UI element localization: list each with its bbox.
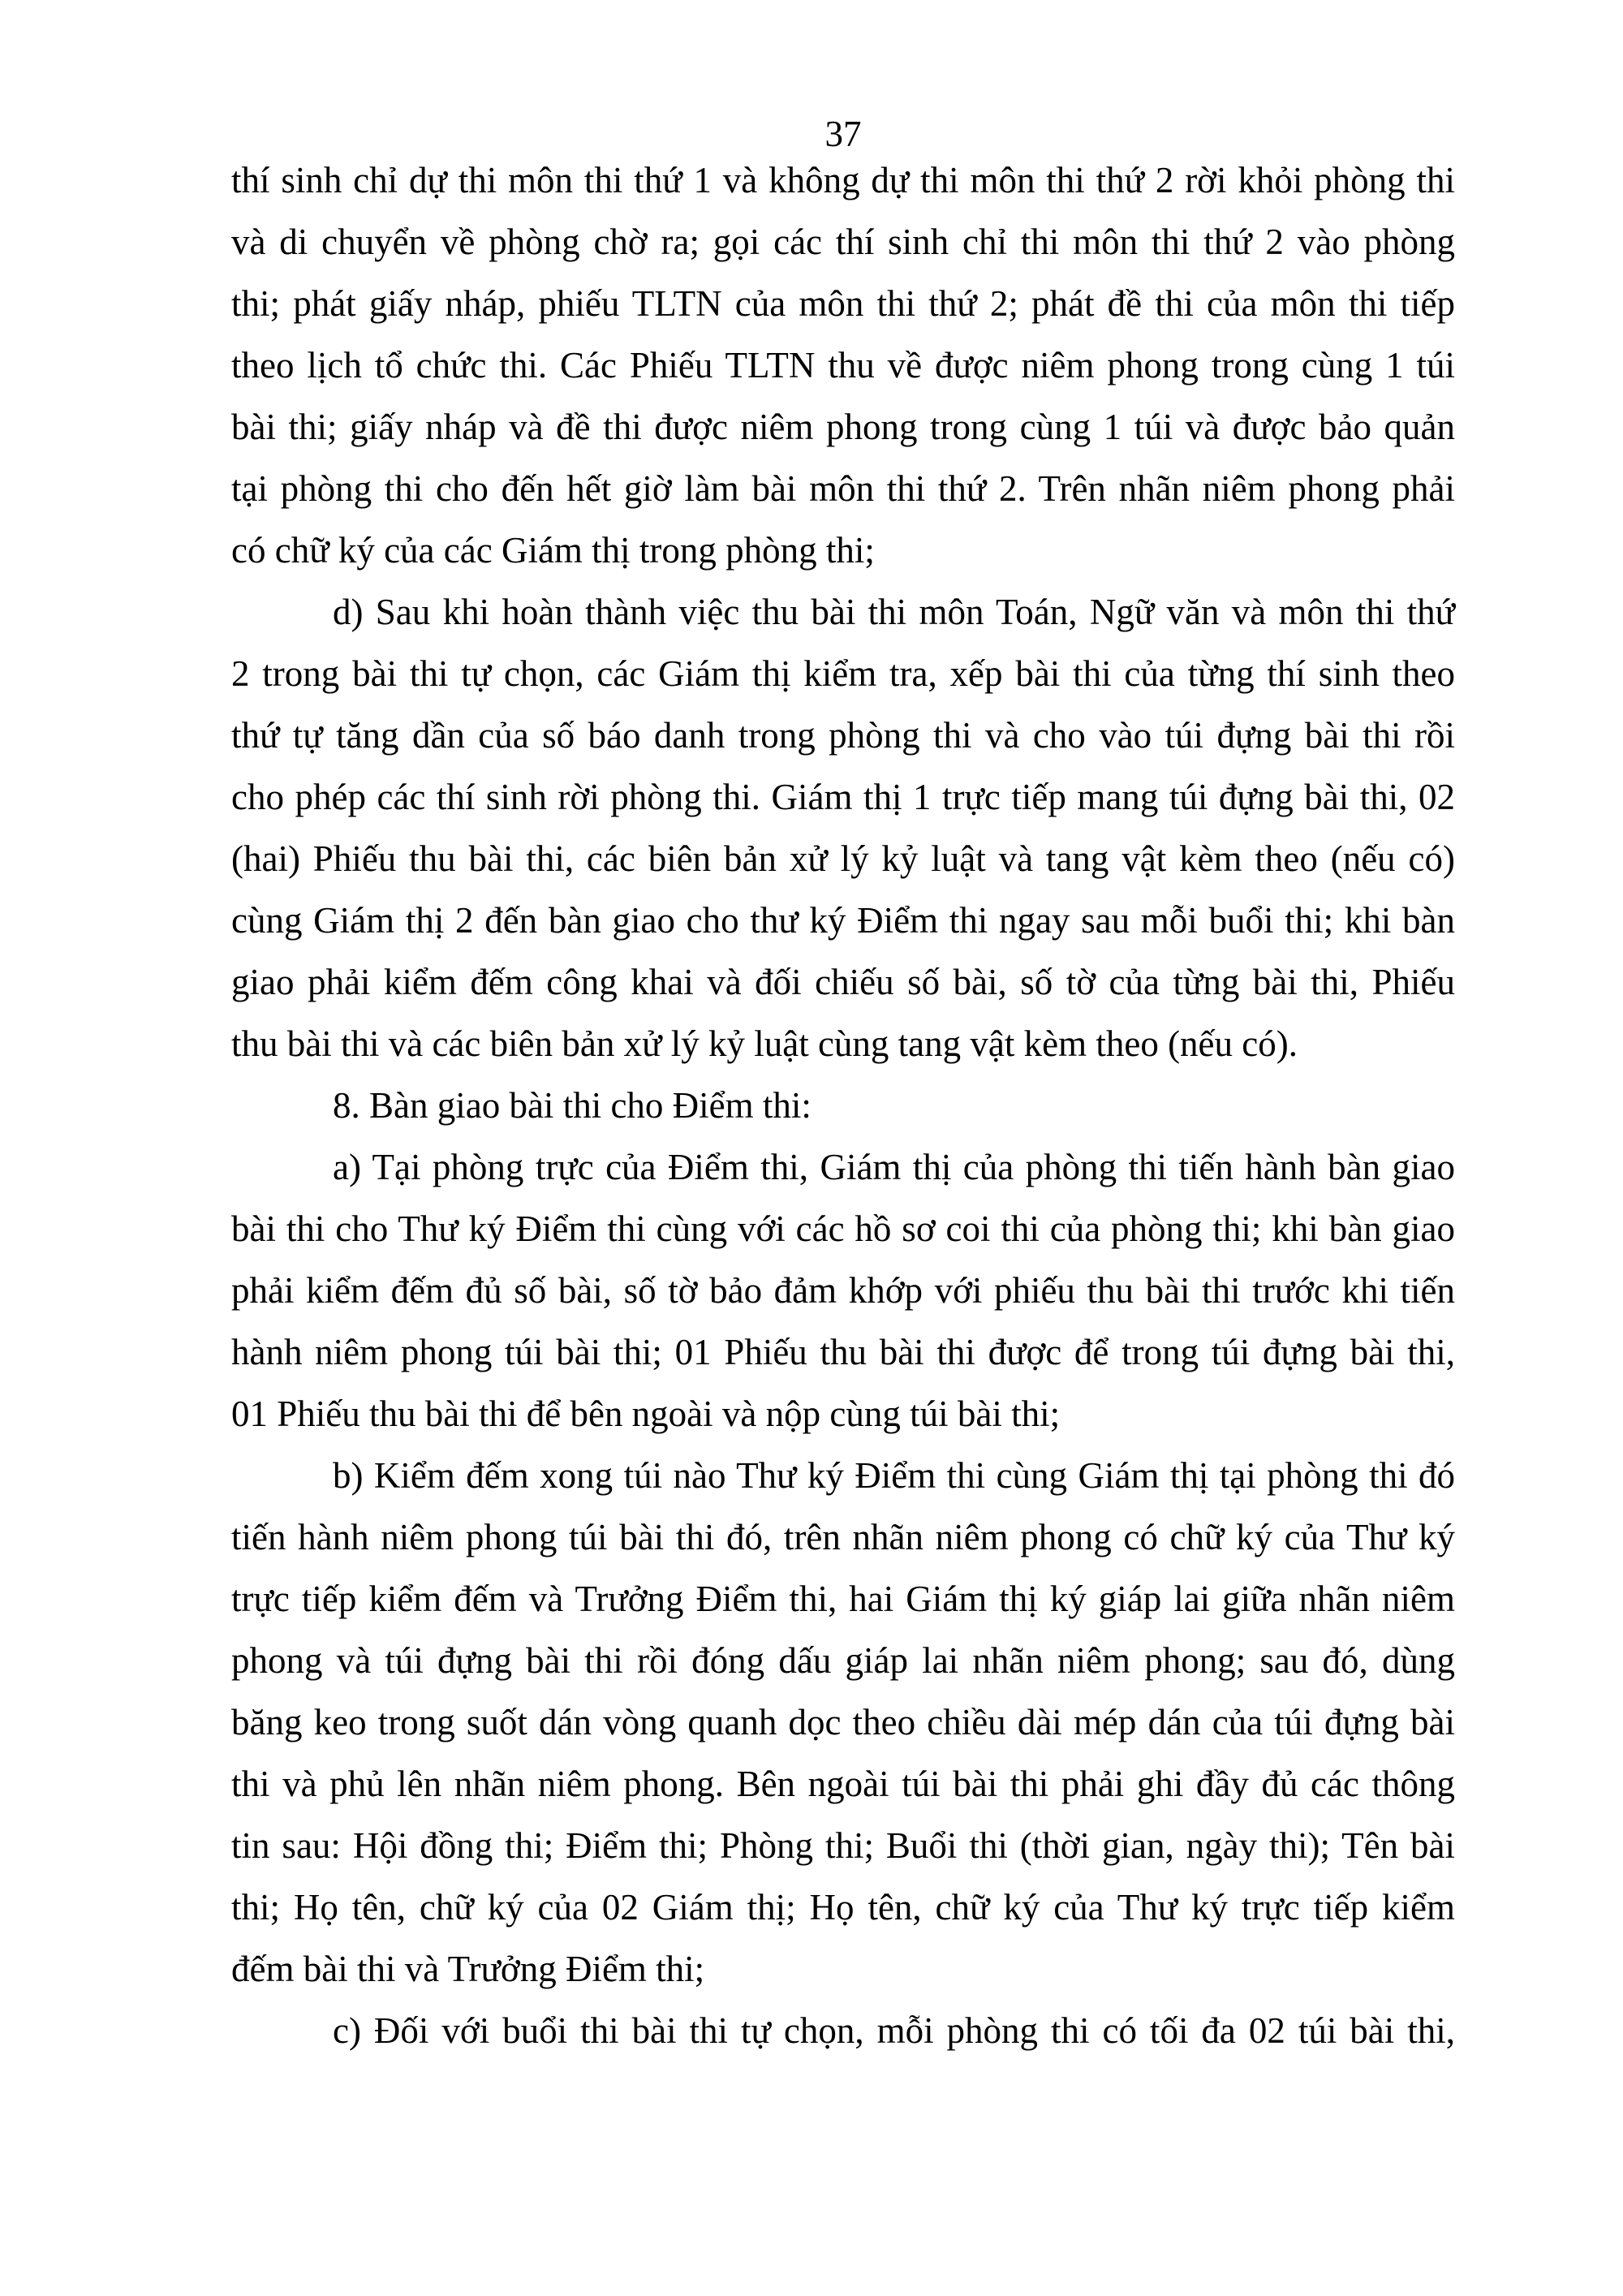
text-line: 8. Bàn giao bài thi cho Điểm thi:	[333, 1085, 812, 1126]
paragraph	[231, 149, 1455, 581]
text-line: đếm bài thi và Trưởng Điểm thi;	[231, 1949, 705, 1989]
text-line: tại phòng thi cho đến hết giờ làm bài môn thi thứ 2. Trên nhãn niêm phong phải	[231, 468, 1455, 509]
text-line: cho phép các thí sinh rời phòng thi. Giám thị 1 trực tiếp mang túi đựng bài thi, 02	[231, 777, 1455, 817]
text-line: thu bài thi và các biên bản xử lý kỷ luật cùng tang vật kèm theo (nếu có).	[231, 1023, 1298, 1064]
page-number: 37	[824, 114, 862, 154]
text-line: bài thi; giấy nháp và đề thi được niêm phong trong cùng 1 túi và được bảo quản	[231, 407, 1455, 447]
document-body	[231, 149, 1455, 2061]
text-line: cùng Giám thị 2 đến bàn giao cho thư ký Điểm thi ngay sau mỗi buổi thi; khi bàn	[231, 900, 1455, 941]
text-line: (hai) Phiếu thu bài thi, các biên bản xử lý kỷ luật và tang vật kèm theo (nếu có)	[231, 838, 1455, 879]
paragraph	[231, 1445, 1455, 2000]
text-line: băng keo trong suốt dán vòng quanh dọc theo chiều dài mép dán của túi đựng bài	[231, 1702, 1455, 1742]
paragraph	[231, 2000, 1455, 2061]
text-line: d) Sau khi hoàn thành việc thu bài thi môn Toán, Ngữ văn và môn thi thứ	[333, 592, 1455, 632]
text-line: và di chuyển về phòng chờ ra; gọi các thí sinh chỉ thi môn thi thứ 2 vào phòng	[231, 222, 1455, 262]
text-line: giao phải kiểm đếm công khai và đối chiếu số bài, số tờ của từng bài thi, Phiếu	[231, 962, 1455, 1002]
text-line: a) Tại phòng trực của Điểm thi, Giám thị của phòng thi tiến hành bàn giao	[333, 1147, 1455, 1187]
paragraph	[231, 1075, 1455, 1136]
text-line: có chữ ký của các Giám thị trong phòng thi;	[231, 530, 875, 571]
text-line: c) Đối với buổi thi bài thi tự chọn, mỗi phòng thi có tối đa 02 túi bài thi,	[333, 2010, 1455, 2051]
text-line: thí sinh chỉ dự thi môn thi thứ 1 và không dự thi môn thi thứ 2 rời khỏi phòng thi	[231, 160, 1455, 200]
text-line: bài thi cho Thư ký Điểm thi cùng với các hồ sơ coi thi của phòng thi; khi bàn giao	[231, 1208, 1455, 1249]
text-line: b) Kiểm đếm xong túi nào Thư ký Điểm thi cùng Giám thị tại phòng thi đó	[333, 1455, 1455, 1496]
paragraph	[231, 1136, 1455, 1445]
text-line: thi và phủ lên nhãn niêm phong. Bên ngoài túi bài thi phải ghi đầy đủ các thông	[231, 1764, 1455, 1804]
text-line: thi; Họ tên, chữ ký của 02 Giám thị; Họ tên, chữ ký của Thư ký trực tiếp kiểm	[231, 1887, 1455, 1928]
text-line: tiến hành niêm phong túi bài thi đó, trên nhãn niêm phong có chữ ký của Thư ký	[231, 1517, 1455, 1557]
text-line: 2 trong bài thi tự chọn, các Giám thị kiểm tra, xếp bài thi của từng thí sinh theo	[231, 653, 1455, 694]
text-line: thi; phát giấy nháp, phiếu TLTN của môn thi thứ 2; phát đề thi của môn thi tiếp	[231, 283, 1455, 324]
text-line: trực tiếp kiểm đếm và Trưởng Điểm thi, hai Giám thị ký giáp lai giữa nhãn niêm	[231, 1579, 1455, 1619]
text-line: thứ tự tăng dần của số báo danh trong phòng thi và cho vào túi đựng bài thi rồi	[231, 715, 1455, 756]
text-line: theo lịch tổ chức thi. Các Phiếu TLTN thu về được niêm phong trong cùng 1 túi	[231, 345, 1455, 386]
text-line: phải kiểm đếm đủ số bài, số tờ bảo đảm khớp với phiếu thu bài thi trước khi tiến	[231, 1270, 1455, 1311]
text-line: 01 Phiếu thu bài thi để bên ngoài và nộp cùng túi bài thi;	[231, 1394, 1061, 1434]
text-line: tin sau: Hội đồng thi; Điểm thi; Phòng thi; Buổi thi (thời gian, ngày thi); Tên bài	[231, 1825, 1455, 1866]
paragraph	[231, 581, 1455, 1075]
text-line: hành niêm phong túi bài thi; 01 Phiếu thu bài thi được để trong túi đựng bài thi,	[231, 1332, 1455, 1372]
text-line: phong và túi đựng bài thi rồi đóng dấu giáp lai nhãn niêm phong; sau đó, dùng	[231, 1640, 1455, 1681]
